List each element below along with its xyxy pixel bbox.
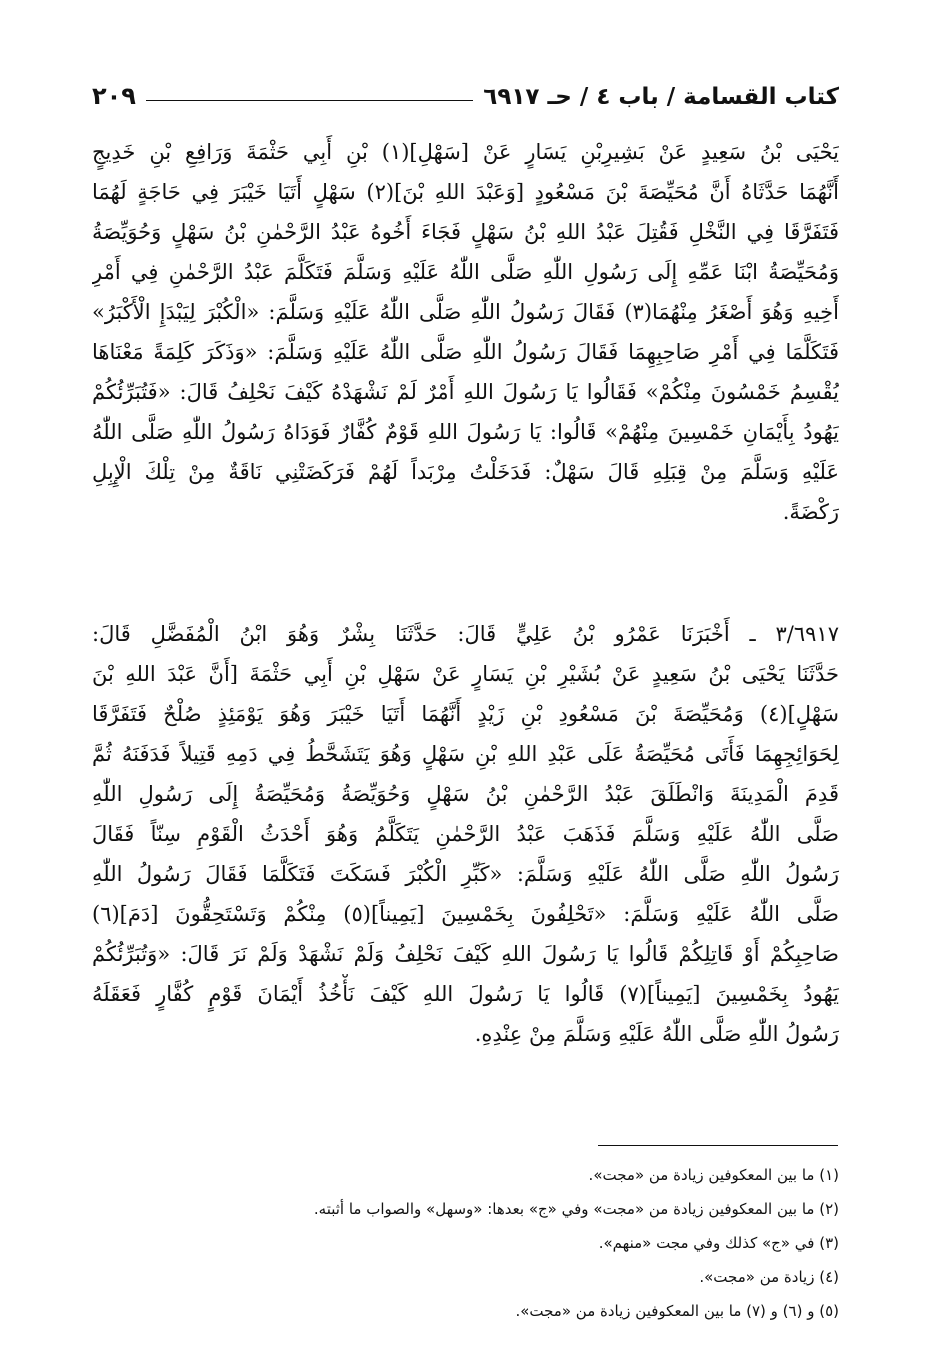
text-line: لِحَوَائِجِهِمَا فَأَتَى مُحَيِّصَةُ عَلَى عَبْدِ اللهِ بْنِ سَهْلٍ وَهُوَ يَتَشَحَّطُ فِي دَمِهِ قَتِيلاً فَدَفَنَهُ ثُمَّ — [92, 742, 839, 766]
running-title: كتاب القسامة / باب ٤ / حـ ٦٩١٧ — [483, 84, 839, 110]
page-number: ٢٠٩ — [92, 82, 136, 110]
text-line: رَكْضَةً. — [782, 500, 839, 524]
text-line: صَلَّى اللّٰهُ عَلَيْهِ وَسَلَّمَ فَذَهَبَ عَبْدُ الرَّحْمٰنِ يَتَكَلَّمُ وَهُوَ أَحْدَثُ الْقَوْمِ سِنّاً فَقَالَ — [92, 822, 839, 846]
footnote: (٥) و (٦) و (٧) ما بين المعكوفين زيادة من «مجت». — [515, 1302, 839, 1320]
text-line: أَخِيهِ وَهُوَ أَصْغَرُ مِنْهُمَا(٣) فَقَالَ رَسُولُ اللّٰهِ صَلَّى اللّٰهُ عَلَيْهِ وَسَلَّمَ: «الْكُبْرَ لِيَبْدَإِ الْأَكْبَرُ» — [92, 300, 839, 324]
text-line: صَلَّى اللّٰهُ عَلَيْهِ وَسَلَّمَ: «تَحْلِفُونَ بِخَمْسِينَ [يَمِيناً](٥) مِنْكُمْ وَتَسْتَحِقُّونَ [دَمَ](٦) — [92, 902, 839, 926]
hadith-paragraph-1 — [92, 132, 839, 532]
text-line: يَهُودُ بِخَمْسِينَ [يَمِيناً](٧) قَالُوا يَا رَسُولَ اللهِ كَيْفَ نَأْخُذُ أَيْمَانَ قَوْمٍ كُفَّارٍ فَعَقَلَهُ — [92, 982, 839, 1006]
text-line: عَلَيْهِ وَسَلَّمَ مِنْ قِبَلِهِ قَالَ سَهْلٌ: فَدَخَلْتُ مِرْبَداً لَهُمْ فَرَكَضَتْنِي نَاقَةٌ مِنْ تِلْكَ الْإِبِلِ — [92, 460, 839, 484]
text-line: رَسُولُ اللّٰهِ صَلَّى اللّٰهُ عَلَيْهِ وَسَلَّمَ: «كَبِّرِ الْكُبْرَ فَسَكَتَ فَتَكَلَّمَا فَقَالَ رَسُولُ اللّٰهِ — [92, 862, 839, 886]
text-line: أَنَّهُمَا حَدَّثَاهُ أَنَّ مُحَيِّصَةَ بْنَ مَسْعُودٍ [وَعَبْدَ اللهِ بْنَ](٢) سَهْلٍ أَتَيَا خَيْبَرَ فِي حَاجَةٍ لَهُمَا — [92, 180, 839, 204]
text-line: يَهُودُ بِأَيْمَانِ خَمْسِينَ مِنْهُمْ» قَالُوا: يَا رَسُولَ اللهِ قَوْمٌ كُفَّارٌ فَوَدَاهُ رَسُولُ اللّٰهِ صَلَّى اللّٰهُ — [92, 420, 839, 444]
text-line: فَتَفَرَّقَا فِي النَّخْلِ فَقُتِلَ عَبْدُ اللهِ بْنُ سَهْلٍ فَجَاءَ أَخُوهُ عَبْدُ الرَّحْمٰنِ بْنُ سَهْلٍ وَحُوَيِّصَةُ — [92, 220, 839, 244]
text-line: رَسُولُ اللّٰهِ صَلَّى اللّٰهُ عَلَيْهِ وَسَلَّمَ مِنْ عِنْدِهِ. — [474, 1022, 839, 1046]
footnote-separator — [598, 1145, 838, 1146]
footnote: (٢) ما بين المعكوفين زيادة من «مجت» وفي «ج» بعدها: «وسهل» والصواب ما أثبته. — [313, 1200, 839, 1218]
text-line: حَدَّثَنَا يَحْيَى بْنُ سَعِيدٍ عَنْ بُشَيْرِ بْنِ يَسَارٍ عَنْ سَهْلِ بْنِ أَبِي حَثْمَةَ [أَنَّ عَبْدَ اللهِ بْنَ — [92, 662, 839, 686]
footnotes — [92, 1158, 839, 1328]
page-header — [92, 76, 839, 110]
text-line: ٣/٦٩١٧ ـ أَخْبَرَنَا عَمْرُو بْنُ عَلِيٍّ قَالَ: حَدَّثَنَا بِشْرٌ وَهُوَ ابْنُ الْمُفَضَّلِ قَالَ: — [92, 622, 839, 646]
header-rule — [146, 100, 473, 101]
text-line: صَاحِبِكُمْ أَوْ قَاتِلِكُمْ قَالُوا يَا رَسُولَ اللهِ كَيْفَ نَحْلِفُ وَلَمْ نَشْهَدْ وَلَمْ نَرَ قَالَ: «وَتُبَرِّئُكُمْ — [92, 942, 839, 966]
text-line: يَحْيَى بْنُ سَعِيدٍ عَنْ بَشِيرِبْنِ يَسَارٍ عَنْ [سَهْلِ](١) بْنِ أَبِي حَثْمَةَ وَرَافِعِ بْنِ خَدِيجٍ — [92, 140, 839, 164]
footnote: (٣) في «ج» كذلك وفي مجت «منهم». — [598, 1234, 839, 1252]
text-line: سَهْلٍ](٤) وَمُحَيِّصَةَ بْنَ مَسْعُودِ بْنِ زَيْدٍ أَنَّهُمَا أَتَيَا خَيْبَرَ وَهُوَ يَوْمَئِذٍ صُلْحٌ فَتَفَرَّقَا — [92, 702, 839, 726]
text-line: قَدِمَ الْمَدِينَةَ وَانْطَلَقَ عَبْدُ الرَّحْمٰنِ بْنُ سَهْلٍ وَحُوَيِّصَةُ وَمُحَيِّصَةُ إِلَى رَسُولِ اللّٰهِ — [92, 782, 839, 806]
text-line: وَمُحَيِّصَةُ ابْنَا عَمِّهِ إِلَى رَسُولِ اللّٰهِ صَلَّى اللّٰهُ عَلَيْهِ وَسَلَّمَ فَتَكَلَّمَ عَبْدُ الرَّحْمٰنِ فِي أَمْرِ — [92, 260, 839, 284]
text-line: يُقْسِمُ خَمْسُونَ مِنْكُمْ» فَقَالُوا يَا رَسُولَ اللهِ أَمْرٌ لَمْ نَشْهَدْهُ كَيْفَ نَحْلِفُ قَالَ: «فَتُبَرِّئُكُمْ — [92, 380, 839, 404]
text-line: فَتَكَلَّمَا فِي أَمْرِ صَاحِبِهِمَا فَقَالَ رَسُولُ اللّٰهِ صَلَّى اللّٰهُ عَلَيْهِ وَسَلَّمَ: «وَذَكَرَ كَلِمَةً مَعْنَاهَا — [92, 340, 839, 364]
hadith-paragraph-6917-3 — [92, 614, 839, 1054]
footnote: (١) ما بين المعكوفين زيادة من «مجت». — [588, 1166, 839, 1184]
footnote: (٤) زيادة من «مجت». — [699, 1268, 839, 1286]
